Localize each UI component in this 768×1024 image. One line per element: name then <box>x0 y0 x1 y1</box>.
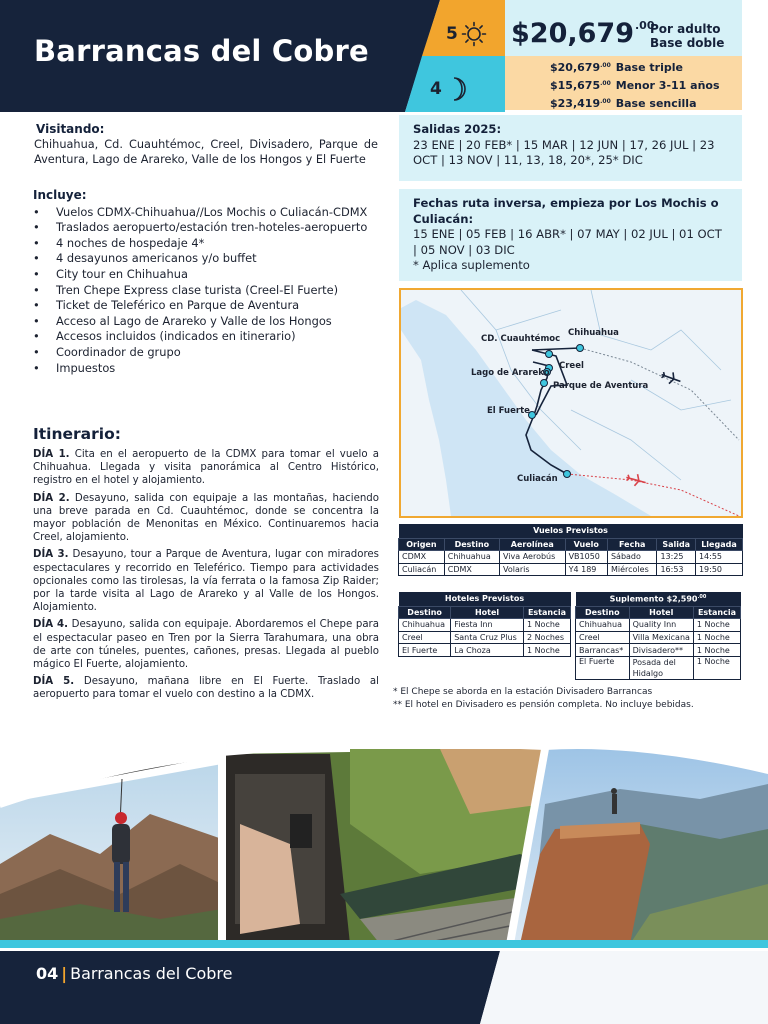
table-cell: Posada del Hidalgo <box>629 656 693 679</box>
footer <box>36 964 232 983</box>
price-cents: .00 <box>600 98 611 105</box>
departures-box <box>399 115 742 181</box>
list-item: • Accesos incluidos (indicados en itinerario) <box>33 329 383 345</box>
visiting-text: Chihuahua, Cd. Cuauhtémoc, Creel, Divisadero, Parque de Aventura, Lago de Arareko, Valle de los Hongos y El Fuerte <box>34 138 378 166</box>
itinerary-section <box>33 425 379 706</box>
page-title: Barrancas del Cobre <box>34 34 369 68</box>
table-row <box>399 644 571 657</box>
list-item: • Traslados aeropuerto/estación tren-hoteles-aeropuerto <box>33 220 383 236</box>
includes-list <box>33 205 383 377</box>
supplement-table <box>575 592 741 680</box>
table-cell: Miércoles <box>607 563 657 576</box>
table-header: Vuelo <box>565 538 607 551</box>
day-text: Desayuno, tour a Parque de Aventura, lugar con miradores espectaculares y recorrido en Teleférico. Tiempo para actividades opcionales como las tirolesas, la vía ferrata o la famosa Zip Raider; por la tarde visita al Lago de Arareko y al Valle de los Hongos. Alojamiento. <box>33 549 379 614</box>
day-text: Desayuno, mañana libre en El Fuerte. Traslado al aeropuerto para tomar el vuelo con destino a la CDMX. <box>33 676 379 701</box>
inverse-route-dates: 15 ENE | 05 FEB | 16 ABR* | 07 MAY | 02 JUL | 01 OCT | 05 NOV | 03 DIC <box>413 227 722 257</box>
flights-table <box>398 524 743 576</box>
map-label: Creel <box>559 361 584 371</box>
table-cell: Creel <box>399 631 451 644</box>
table-header: Hotel <box>451 606 524 619</box>
day-text: Cita en el aeropuerto de la CDMX para tomar el vuelo a Chihuahua. Llegada y visita panorámica al Centro Histórico, registro en el hotel y alojamiento. <box>33 449 379 487</box>
table-cell: 1 Noche <box>693 631 740 644</box>
flights-caption: Vuelos Previstos <box>399 524 743 538</box>
table-cell: 2 Noches <box>523 631 570 644</box>
table-cell: Villa Mexicana <box>629 631 693 644</box>
price-basis <box>650 22 724 50</box>
map-label: Lago de Arareko <box>471 368 550 378</box>
itinerary-day <box>33 492 379 545</box>
train-photo <box>222 749 545 944</box>
table-row <box>576 619 741 632</box>
footnote: ** El hotel en Divisadero es pensión completa. No incluye bebidas. <box>393 699 694 710</box>
price-base-label: Base doble <box>650 36 725 50</box>
price-per-label: Por adulto <box>650 22 721 36</box>
table-header: Fecha <box>607 538 657 551</box>
price-row <box>550 58 720 76</box>
day-text: Desayuno, salida con equipaje. Abordaremos el Chepe para el espectacular paseo en Tren por la Sierra Tarahumara, una obra de arte con túneles, puentes, cañones, presas. Llegada al pueblo mágico El Fuerte, alojamiento. <box>33 619 379 671</box>
table-row <box>399 631 571 644</box>
nights-badge <box>430 76 467 102</box>
table-cell: Viva Aerobús <box>500 551 566 564</box>
table-cell: VB1050 <box>565 551 607 564</box>
route-map <box>399 288 743 518</box>
departures-dates: 23 ENE | 20 FEB* | 15 MAR | 12 JUN | 17, 26 JUL | 23 OCT | 13 NOV | 11, 13, 18, 20*, 25* DIC <box>413 137 715 167</box>
day-label: DÍA 3. <box>33 549 69 561</box>
table-cell: Culiacán <box>399 563 445 576</box>
table-cell: 16:53 <box>657 563 695 576</box>
itinerary-day <box>33 548 379 614</box>
visiting-section <box>34 122 378 167</box>
includes-label: Incluye: <box>33 188 87 202</box>
main-price-amount: $20,679 <box>511 18 634 49</box>
supplement-caption-cents: .00 <box>697 593 707 600</box>
table-cell: Sábado <box>607 551 657 564</box>
table-header: Aerolínea <box>500 538 566 551</box>
table-header: Destino <box>444 538 499 551</box>
table-cell: 1 Noche <box>693 644 740 657</box>
footnote: * El Chepe se aborda en la estación Divisadero Barrancas <box>393 687 653 697</box>
inverse-route-label: Fechas ruta inversa, empieza por Los Mochis o Culiacán: <box>413 196 719 226</box>
footer-title: Barrancas del Cobre <box>70 964 233 983</box>
map-label: El Fuerte <box>487 406 530 416</box>
page-number: 04 <box>36 964 59 983</box>
price-row <box>550 94 720 112</box>
table-cell: 13:25 <box>657 551 695 564</box>
map-label: Parque de Aventura <box>553 381 649 391</box>
day-label: DÍA 5. <box>33 676 75 688</box>
list-item: • 4 noches de hospedaje 4* <box>33 236 383 252</box>
table-cell: 19:50 <box>695 563 742 576</box>
table-cell: Divisadero** <box>629 644 693 657</box>
days-badge <box>446 21 487 47</box>
table-cell: CDMX <box>399 551 445 564</box>
supplement-note: * Aplica suplemento <box>413 258 530 272</box>
sun-icon <box>461 21 487 47</box>
price-amount: $20,679 <box>550 61 601 74</box>
itinerary-day <box>33 448 379 488</box>
price-amount: $15,675 <box>550 79 601 92</box>
photo-strip <box>0 744 768 944</box>
price-cents: .00 <box>600 62 611 69</box>
hotels-caption: Hoteles Previstos <box>399 592 571 606</box>
footer-separator: | <box>61 964 68 983</box>
price-label: Base triple <box>615 61 683 74</box>
table-cell: Fiesta Inn <box>451 619 524 632</box>
table-row <box>576 644 741 657</box>
table-cell: 1 Noche <box>523 644 570 657</box>
day-label: DÍA 2. <box>33 492 70 504</box>
table-cell: Volaris <box>500 563 566 576</box>
price-label: Base sencilla <box>615 97 697 110</box>
day-text: Desayuno, salida con equipaje a las montañas, haciendo una breve parada en Cd. Cuauhtémoc, donde se concentra la mayor población de Menonitas en México. Continuaremos hacia Creel, alojamiento. <box>33 492 380 544</box>
table-cell: Quality Inn <box>629 619 693 632</box>
price-amount: $23,419 <box>550 97 601 110</box>
price-list <box>550 58 720 112</box>
canyon-photo <box>510 749 768 944</box>
table-cell: 1 Noche <box>523 619 570 632</box>
table-cell: 1 Noche <box>693 656 740 679</box>
table-cell: Y4 189 <box>565 563 607 576</box>
table-cell: 1 Noche <box>693 619 740 632</box>
list-item: • Coordinador de grupo <box>33 345 383 361</box>
list-item: • City tour en Chihuahua <box>33 267 383 283</box>
main-price <box>511 18 654 49</box>
table-cell: La Choza <box>451 644 524 657</box>
main-price-cents: .00 <box>634 19 655 32</box>
table-cell: Chihuahua <box>399 619 451 632</box>
table-header: Llegada <box>695 538 742 551</box>
moon-icon <box>445 76 467 102</box>
visiting-label: Visitando: <box>36 122 105 136</box>
table-cell: Barrancas* <box>576 644 630 657</box>
table-row <box>399 619 571 632</box>
itinerary-title: Itinerario: <box>33 425 121 443</box>
itinerary-day <box>33 675 379 701</box>
includes-section <box>33 188 383 376</box>
days-count: 5 <box>446 24 458 44</box>
departures-label: Salidas 2025: <box>413 122 502 136</box>
day-label: DÍA 1. <box>33 449 70 460</box>
supplement-caption-text: Suplemento $2,590 <box>609 594 698 604</box>
table-row <box>576 631 741 644</box>
list-item: • Ticket de Teleférico en Parque de Aventura <box>33 298 383 314</box>
table-row <box>399 551 743 564</box>
list-item: • Tren Chepe Express clase turista (Creel-El Fuerte) <box>33 283 383 299</box>
table-header: Estancia <box>523 606 570 619</box>
map-label: Culiacán <box>517 474 558 484</box>
table-header: Hotel <box>629 606 693 619</box>
table-header: Destino <box>399 606 451 619</box>
list-item: • Acceso al Lago de Arareko y Valle de los Hongos <box>33 314 383 330</box>
inverse-route-box <box>399 189 742 281</box>
table-row <box>399 563 743 576</box>
map-graphic <box>401 290 741 516</box>
table-cell: 14:55 <box>695 551 742 564</box>
map-label: Chihuahua <box>568 328 619 338</box>
itinerary-day <box>33 618 379 671</box>
table-header: Destino <box>576 606 630 619</box>
table-cell: El Fuerte <box>576 656 630 679</box>
supplement-caption <box>576 592 741 606</box>
table-cell: Santa Cruz Plus <box>451 631 524 644</box>
footnotes <box>393 686 694 711</box>
list-item: • Impuestos <box>33 361 383 377</box>
table-cell: El Fuerte <box>399 644 451 657</box>
day-label: DÍA 4. <box>33 619 68 631</box>
table-cell: Chihuahua <box>576 619 630 632</box>
table-header: Origen <box>399 538 445 551</box>
list-item: • 4 desayunos americanos y/o buffet <box>33 251 383 267</box>
price-row <box>550 76 720 94</box>
table-cell: Chihuahua <box>444 551 499 564</box>
list-item: • Vuelos CDMX-Chihuahua//Los Mochis o Culiacán-CDMX <box>33 205 383 221</box>
table-header: Estancia <box>693 606 740 619</box>
table-row <box>576 656 741 679</box>
table-cell: Creel <box>576 631 630 644</box>
table-header: Salida <box>657 538 695 551</box>
price-cents: .00 <box>600 80 611 87</box>
hotels-table <box>398 592 571 657</box>
nights-count: 4 <box>430 79 442 99</box>
price-label: Menor 3-11 años <box>615 79 720 92</box>
map-label: CD. Cuauhtémoc <box>481 334 561 344</box>
table-cell: CDMX <box>444 563 499 576</box>
